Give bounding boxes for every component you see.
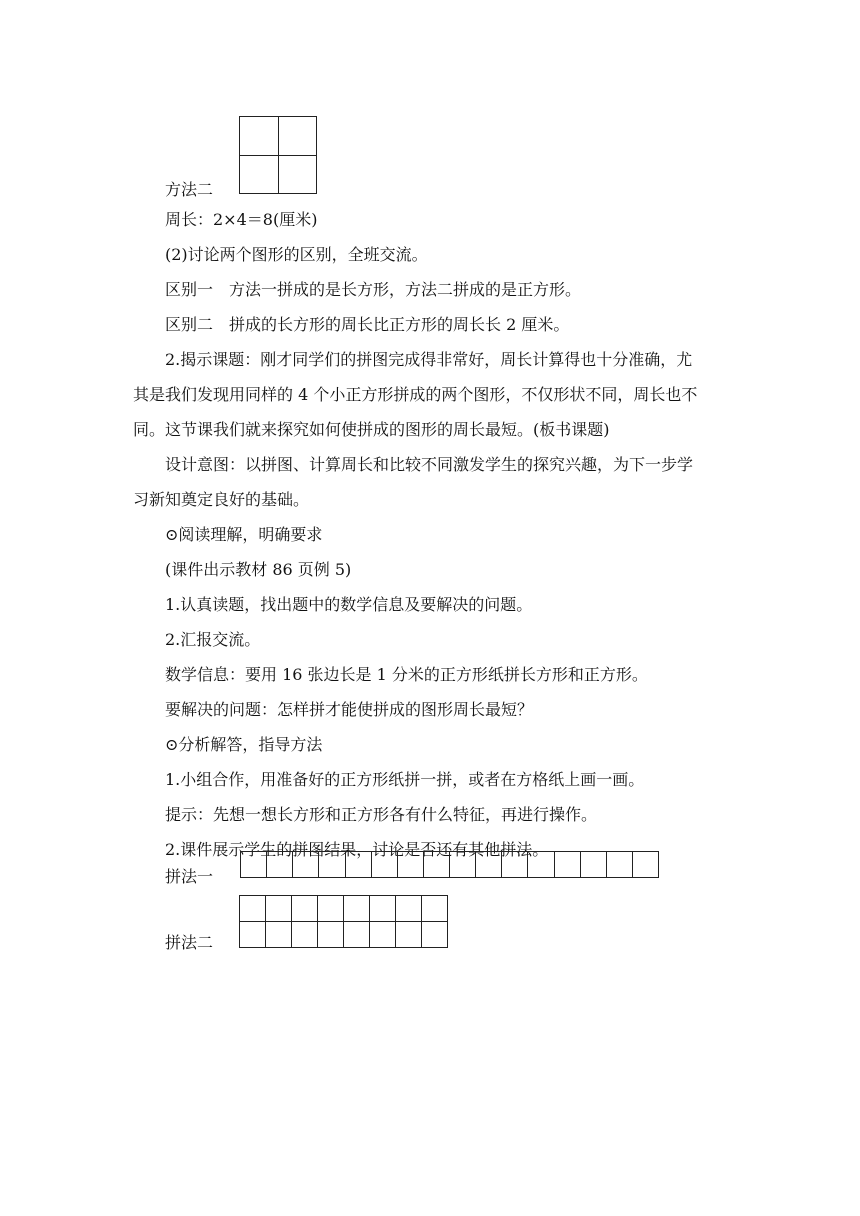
arrangement-one-figure: [240, 851, 659, 878]
grid-cell: [502, 852, 528, 878]
step-two: 2.汇报交流。: [165, 630, 261, 649]
difference-one: 区别一 方法一拼成的是长方形，方法二拼成的是正方形。: [165, 280, 582, 299]
grid-cell: [319, 852, 345, 878]
grid-cell: [240, 896, 266, 922]
grid-cell: [292, 896, 318, 922]
arrangement-two-figure: [239, 895, 448, 948]
grid-cell: [555, 852, 581, 878]
grid-cell: [396, 896, 422, 922]
grid-cell: [346, 852, 372, 878]
grid-cell: [266, 922, 292, 948]
method2-square-figure: [239, 116, 317, 194]
grid-cell: [372, 852, 398, 878]
group-work: 1.小组合作，用准备好的正方形纸拼一拼，或者在方格纸上画一画。: [165, 770, 645, 789]
math-info: 数学信息：要用 16 张边长是 1 分米的正方形纸拼长方形和正方形。: [165, 665, 648, 684]
grid-cell: [266, 896, 292, 922]
section-heading-reading: ⊙阅读理解，明确要求: [165, 525, 323, 544]
reveal-topic-line-1: 2.揭示课题：刚才同学们的拼图完成得非常好，周长计算得也十分准确，尤: [165, 350, 693, 369]
grid-cell: [267, 852, 293, 878]
grid-cell: [279, 117, 318, 156]
grid-cell: [240, 156, 279, 195]
grid-cell: [607, 852, 633, 878]
grid-cell: [240, 117, 279, 156]
grid-cell: [318, 922, 344, 948]
grid-cell: [476, 852, 502, 878]
grid-cell: [450, 852, 476, 878]
show-results: 2.课件展示学生的拼图结果，讨论是否还有其他拼法。: [165, 840, 549, 859]
grid-cell: [370, 922, 396, 948]
courseware-reference: (课件出示教材 86 页例 5): [165, 560, 352, 579]
arrangement-one-label: 拼法一: [165, 867, 214, 886]
grid-cell: [240, 922, 266, 948]
grid-cell: [398, 852, 424, 878]
grid-cell: [422, 896, 448, 922]
grid-cell: [279, 156, 318, 195]
discuss-line: (2)讨论两个图形的区别，全班交流。: [165, 245, 428, 264]
grid-cell: [396, 922, 422, 948]
grid-cell: [344, 896, 370, 922]
grid-cell: [370, 896, 396, 922]
design-intent-line-2: 习新知奠定良好的基础。: [133, 490, 310, 509]
grid-cell: [344, 922, 370, 948]
method2-label: 方法二: [165, 180, 214, 199]
grid-cell: [241, 852, 267, 878]
grid-cell: [292, 922, 318, 948]
grid-cell: [318, 896, 344, 922]
step-one: 1.认真读题，找出题中的数学信息及要解决的问题。: [165, 595, 533, 614]
grid-cell: [633, 852, 659, 878]
grid-cell: [422, 922, 448, 948]
grid-cell: [424, 852, 450, 878]
hint: 提示：先想一想长方形和正方形各有什么特征，再进行操作。: [165, 805, 598, 824]
perimeter-line: 周长：2×4＝8(厘米): [165, 210, 318, 229]
design-intent-line-1: 设计意图：以拼图、计算周长和比较不同激发学生的探究兴趣，为下一步学: [165, 455, 694, 474]
reveal-topic-line-3: 同。这节课我们就来探究如何使拼成的图形的周长最短。(板书课题): [133, 420, 610, 439]
reveal-topic-line-2: 其是我们发现用同样的 4 个小正方形拼成的两个图形，不仅形状不同，周长也不: [133, 385, 698, 404]
grid-cell: [293, 852, 319, 878]
grid-cell: [581, 852, 607, 878]
grid-cell: [528, 852, 554, 878]
section-heading-analysis: ⊙分析解答，指导方法: [165, 735, 323, 754]
arrangement-two-label: 拼法二: [165, 933, 214, 952]
difference-two: 区别二 拼成的长方形的周长比正方形的周长长 2 厘米。: [165, 315, 570, 334]
problem-statement: 要解决的问题：怎样拼才能使拼成的图形周长最短？: [165, 700, 534, 719]
